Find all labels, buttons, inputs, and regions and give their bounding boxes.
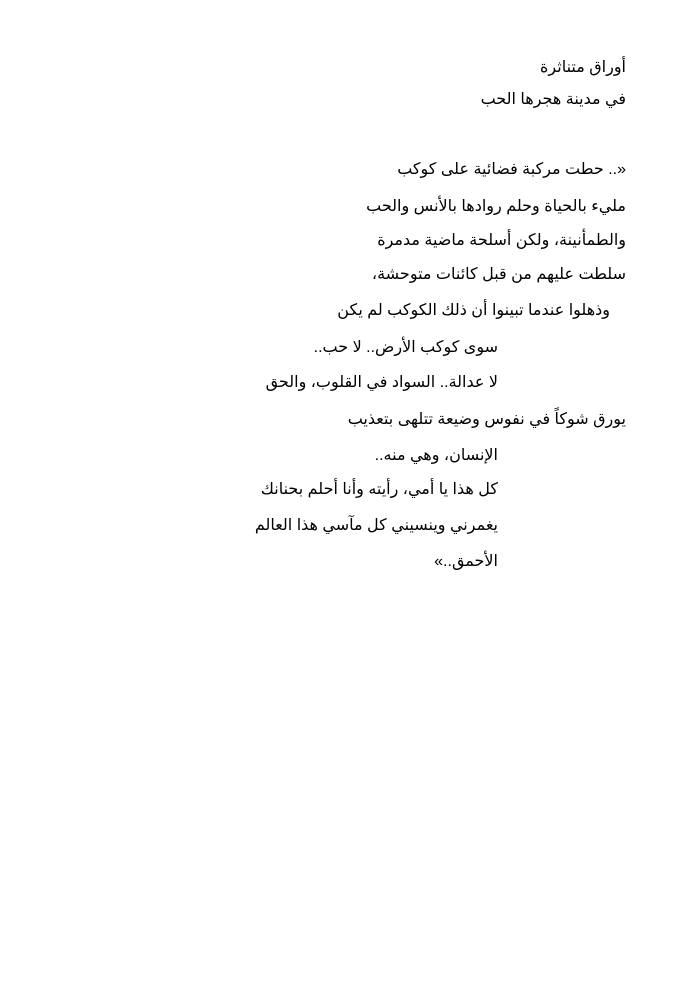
heading-line-1: أوراق متناثرة [540,59,626,76]
poem-line-9: الإنسان، وهي منه.. [374,447,498,464]
poem-line-12: الأحمق..» [434,553,498,570]
heading-line-2: في مدينة هجرها الحب [480,91,626,108]
poem-line-11: يغمرني وينسيني كل مآسي هذا العالم [254,517,498,534]
poem-line-4: سلطت عليهم من قبل كائنات متوحشة، [371,266,626,283]
poem-line-10: كل هذا يا أمي، رأيته وأنا أحلم بحنانك [260,481,498,498]
poem-line-3: والطمأنينة، ولكن أسلحة ماضية مدمرة [377,232,626,249]
poem-line-8: يورق شوكاً في نفوس وضيعة تتلهى بتعذيب [347,411,626,428]
poem-line-1: «.. حطت مركبة فضائية على كوكب [397,161,626,178]
poem-line-5: وذهلوا عندما تبينوا أن ذلك الكوكب لم يكن [337,302,610,319]
poem-line-2: مليء بالحياة وحلم روادها بالأنس والحب [366,198,626,215]
poem-line-6: سوى كوكب الأرض.. لا حب.. [313,339,498,356]
poem-line-7: لا عدالة.. السواد في القلوب، والحق [265,374,498,391]
